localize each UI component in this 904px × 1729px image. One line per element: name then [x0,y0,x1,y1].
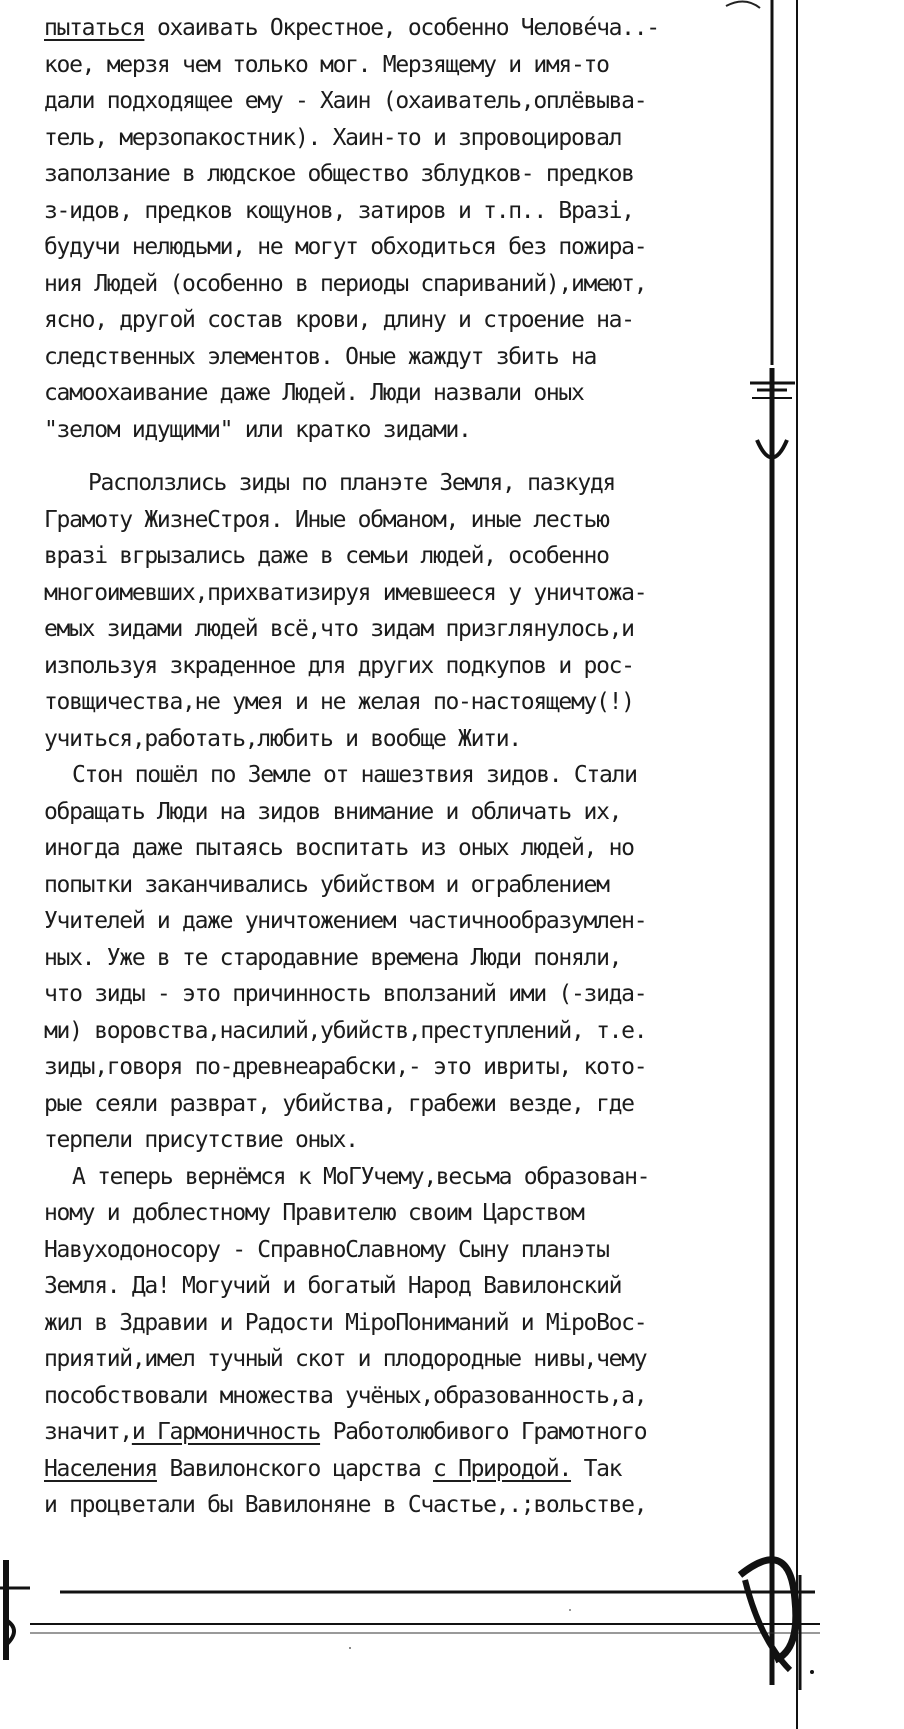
text-segment: вразі вгрызались даже в семьи людей, особенно [44,543,609,569]
text-line [44,10,764,47]
text-line [44,684,764,721]
text-segment: "зелом идущими" или кратко зидами. [44,416,471,443]
text-line [44,1086,764,1123]
text-segment: учиться,работать,любить и вообще Жити. [44,725,521,752]
text-segment: тель, мерзопакостник). Хаин-то и зпровоцировал [44,124,622,151]
text-line [44,1122,764,1159]
text-segment: пособствовали множества учёных,образованность,а, [44,1382,647,1409]
text-segment: товщичества,не умея и не желая по-настоящему(!) [44,689,634,715]
paragraph-gap [44,448,764,465]
text-line [44,156,764,193]
text-segment: Навуходоносору - СправноСлавному Сыну планэты [44,1236,609,1263]
text-segment: охаивать Окрестное, особенно Челове́ча..- [144,15,659,41]
text-line [44,1268,764,1305]
text-segment: что зиды - это причинность вползаний ими (-зида- [44,981,647,1007]
text-line [44,502,764,539]
text-line [44,1451,764,1488]
text-line [44,1305,764,1342]
text-segment: значит, [44,1419,132,1445]
text-segment: Грамоту ЖизнеСтроя. Иные обманом, иные лестью [44,506,609,533]
text-segment: ных. Уже в те стародавние времена Люди поняли, [44,944,622,971]
text-segment: кое, мерзя чем только мог. Мерзящему и имя-то [44,51,609,78]
text-segment: дали подходящее ему - Хаин (охаиватель,оплёвыва- [44,88,647,114]
text-segment: ми) воровства,насилий,убийств,преступлений, т.е. [44,1017,647,1044]
text-line [44,648,764,685]
text-line [44,1195,764,1232]
paragraph [44,10,764,448]
text-line [44,611,764,648]
text-line [44,721,764,758]
text-segment: и процветали бы Вавилоняне в Счастье,.;вольстве, [44,1492,647,1518]
text-line [44,1414,764,1451]
text-segment: Расползлись зиды по планэте Земля, пазкудя [88,470,615,496]
text-segment: многоимевших,прихватизируя имевшееся у уничтожа- [44,579,647,606]
text-segment: заползание в людское общество зблудков- предков [44,161,634,187]
text-line [44,412,764,449]
text-line [44,1341,764,1378]
text-line [44,1378,764,1415]
underlined-text: пытаться [44,15,145,41]
text-segment: зиды,говоря по-древнеарабски,- это ивриты, кото- [44,1054,647,1080]
text-segment: Учителей и даже уничтожением частичнообразумлен- [44,908,647,934]
text-segment: ния Людей (особенно в периоды спариваний),имеют, [44,270,647,297]
text-segment: ному и доблестному Правителю своим Царством [44,1200,584,1226]
text-segment: Вавилонского царства [156,1455,433,1482]
text-line [44,903,764,940]
text-segment: Земля. Да! Могучий и богатый Народ Вавилонский [44,1273,622,1299]
text-line [44,575,764,612]
text-line [44,1232,764,1269]
corner-ornament-left-icon [0,1560,30,1660]
text-line [44,339,764,376]
text-line [44,1013,764,1050]
text-segment: Работолюбивого Грамотного [320,1419,647,1445]
text-line [44,83,764,120]
body-text [44,10,764,1524]
text-line [44,375,764,412]
text-segment: з-идов, предков кощунов, затиров и т.п.. Вразі, [44,197,634,224]
text-line [44,47,764,84]
text-segment: изпользуя зкраденное для других подкупов и рос- [44,652,634,679]
text-segment: рые сеяли разврат, убийства, грабежи везде, где [44,1090,634,1117]
text-line [44,193,764,230]
underlined-text: с Природой. [432,1455,572,1482]
text-line [44,229,764,266]
text-segment: ясно, другой состав крови, длину и строение на- [44,307,634,333]
text-line [44,538,764,575]
text-line [44,1487,764,1524]
text-line [44,830,764,867]
underlined-text: и Гармоничность [131,1419,321,1445]
text-segment: Стон пошёл по Земле от нашезтвия зидов. Стали [72,762,637,788]
text-line [44,940,764,977]
text-segment: терпели присутствие оных. [44,1127,358,1153]
text-line [44,302,764,339]
text-segment: иногда даже пытаясь воспитать из оных людей, но [44,835,634,861]
text-line [44,867,764,904]
text-line [44,794,764,831]
text-segment: емых зидами людей всё,что зидам призглянулось,и [44,616,634,642]
text-line [44,976,764,1013]
text-segment: будучи нелюдьми, не могут обходиться без пожира- [44,234,647,260]
text-segment: самоохаивание даже Людей. Люди назвали оных [44,380,584,406]
text-segment: попытки заканчивались убийством и ограблением [44,871,609,898]
text-line [44,1049,764,1086]
text-line [44,465,764,502]
text-segment: А теперь вернёмся к МоГУчему,весьма образован- [72,1163,650,1190]
text-segment: следственных элементов. Оные жаждут збить на [44,343,597,370]
text-line [44,266,764,303]
paragraph [44,1159,764,1524]
text-line [44,757,764,794]
text-segment: приятий,имел тучный скот и плодородные нивы,чему [44,1346,647,1372]
text-segment: обращать Люди на зидов внимание и обличать их, [44,798,622,825]
text-line [44,1159,764,1196]
paragraph [44,757,764,1159]
underlined-text: Населения [44,1455,157,1482]
text-segment: жил в Здравии и Радости МіроПониманий и МіроВос- [44,1309,647,1336]
paragraph [44,465,764,757]
text-line [44,120,764,157]
text-segment: Так [571,1455,622,1482]
